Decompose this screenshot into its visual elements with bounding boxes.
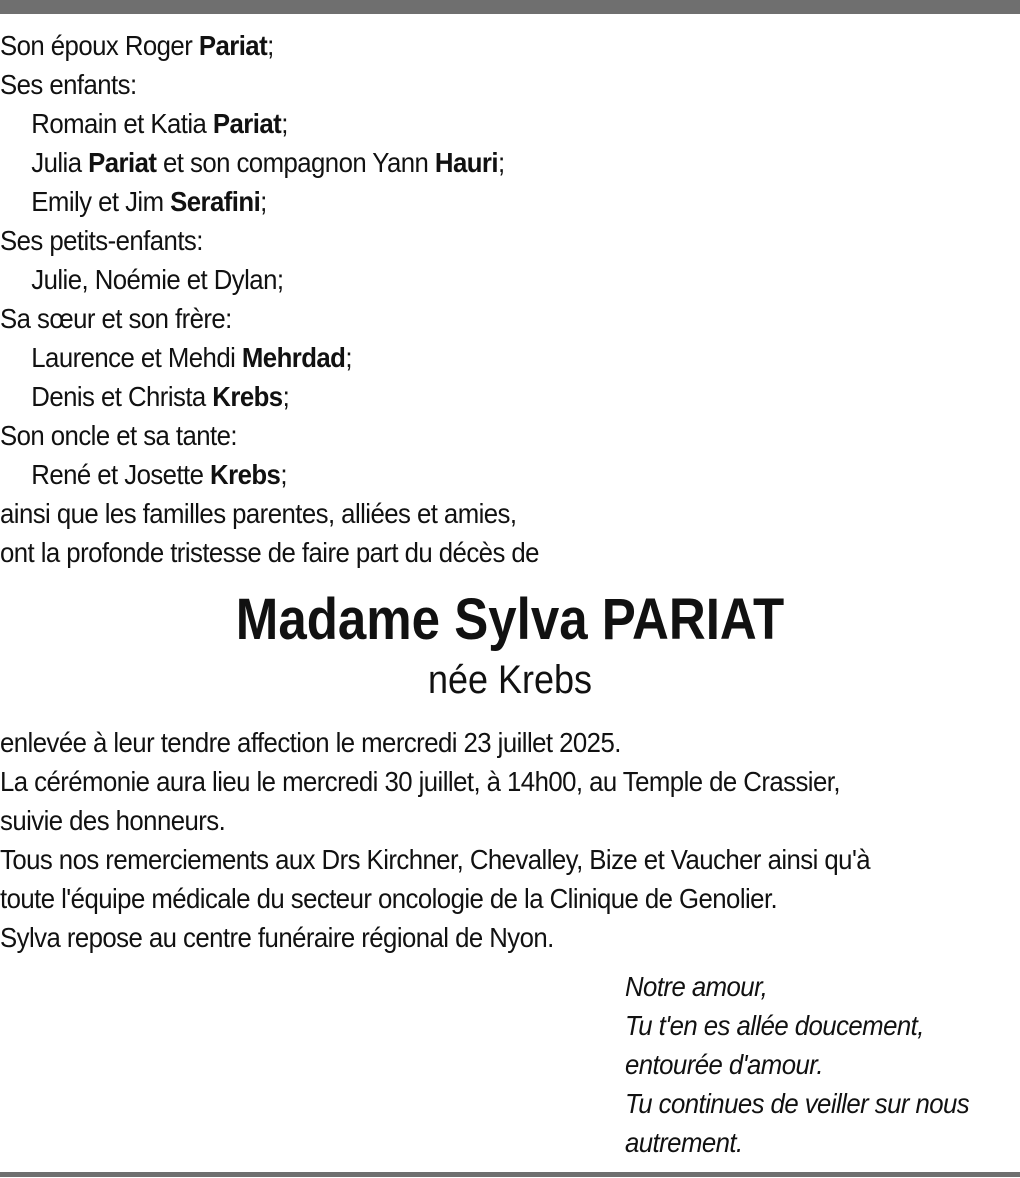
top-rule xyxy=(0,0,1020,14)
details-line: La cérémonie aura lieu le mercredi 30 juillet, à 14h00, au Temple de Crassier, xyxy=(0,766,840,797)
sibling-prefix: Laurence et Mehdi xyxy=(31,342,242,373)
child-surname: Serafini xyxy=(170,186,261,217)
details-line: Tous nos remerciements aux Drs Kirchner, Chevalley, Bize et Vaucher ainsi qu'à xyxy=(0,844,871,875)
child-line xyxy=(0,104,938,143)
spouse-prefix: Son époux Roger xyxy=(0,30,199,61)
child-prefix: Romain et Katia xyxy=(31,108,213,139)
poem-line: Notre amour, xyxy=(625,971,768,1002)
sibling-prefix: Denis et Christa xyxy=(31,381,213,412)
siblings-heading: Sa sœur et son frère: xyxy=(0,303,232,334)
uncle-aunt-line xyxy=(0,455,938,494)
poem-line: Tu t'en es allée doucement, xyxy=(625,1010,924,1041)
child-prefix: Emily et Jim xyxy=(31,186,171,217)
child-suffix: ; xyxy=(281,108,288,139)
poem xyxy=(625,967,1020,1162)
deceased-block xyxy=(0,584,1020,704)
details-line: suivie des honneurs. xyxy=(0,805,226,836)
child-suffix: ; xyxy=(260,186,267,217)
details-line: enlevée à leur tendre affection le mercredi 23 juillet 2025. xyxy=(0,727,621,758)
sibling-surname: Krebs xyxy=(212,381,283,412)
child-prefix: Julia xyxy=(31,147,89,178)
poem-line: autrement. xyxy=(625,1127,743,1158)
child-surname: Pariat xyxy=(88,147,157,178)
family-list xyxy=(0,26,938,572)
deceased-name: Madame Sylva PARIAT xyxy=(235,587,785,652)
children-heading: Ses enfants: xyxy=(0,69,137,100)
bottom-rule xyxy=(0,1172,1020,1177)
child-middle: et son compagnon Yann xyxy=(156,147,435,178)
child-line xyxy=(0,143,938,182)
sibling-surname: Mehrdad xyxy=(241,342,346,373)
deceased-birth-name: née Krebs xyxy=(427,658,593,702)
closing-line: ainsi que les familles parentes, alliées et amies, xyxy=(0,498,517,529)
child-surname: Pariat xyxy=(212,108,282,139)
poem-line: entourée d'amour. xyxy=(625,1049,823,1080)
uncle-aunt-surname: Krebs xyxy=(210,459,281,490)
poem-line: Tu continues de veiller sur nous xyxy=(625,1088,970,1119)
child-line xyxy=(0,182,938,221)
details-line: Sylva repose au centre funéraire régional de Nyon. xyxy=(0,922,554,953)
child-suffix: ; xyxy=(498,147,505,178)
grandchildren-heading: Ses petits-enfants: xyxy=(0,225,203,256)
sibling-line xyxy=(0,377,938,416)
sibling-line xyxy=(0,338,938,377)
grandchildren-line: Julie, Noémie et Dylan; xyxy=(31,264,284,295)
sibling-suffix: ; xyxy=(345,342,352,373)
spouse-line xyxy=(0,26,938,65)
uncle-aunt-suffix: ; xyxy=(280,459,287,490)
uncle-aunt-heading: Son oncle et sa tante: xyxy=(0,420,238,451)
child-partner-surname: Hauri xyxy=(434,147,499,178)
spouse-suffix: ; xyxy=(267,30,274,61)
closing-line: ont la profonde tristesse de faire part du décès de xyxy=(0,537,539,568)
uncle-aunt-prefix: René et Josette xyxy=(31,459,211,490)
sibling-suffix: ; xyxy=(282,381,290,412)
ceremony-details xyxy=(0,723,1020,957)
spouse-surname: Pariat xyxy=(198,30,268,61)
details-line: toute l'équipe médicale du secteur oncologie de la Clinique de Genolier. xyxy=(0,883,778,914)
